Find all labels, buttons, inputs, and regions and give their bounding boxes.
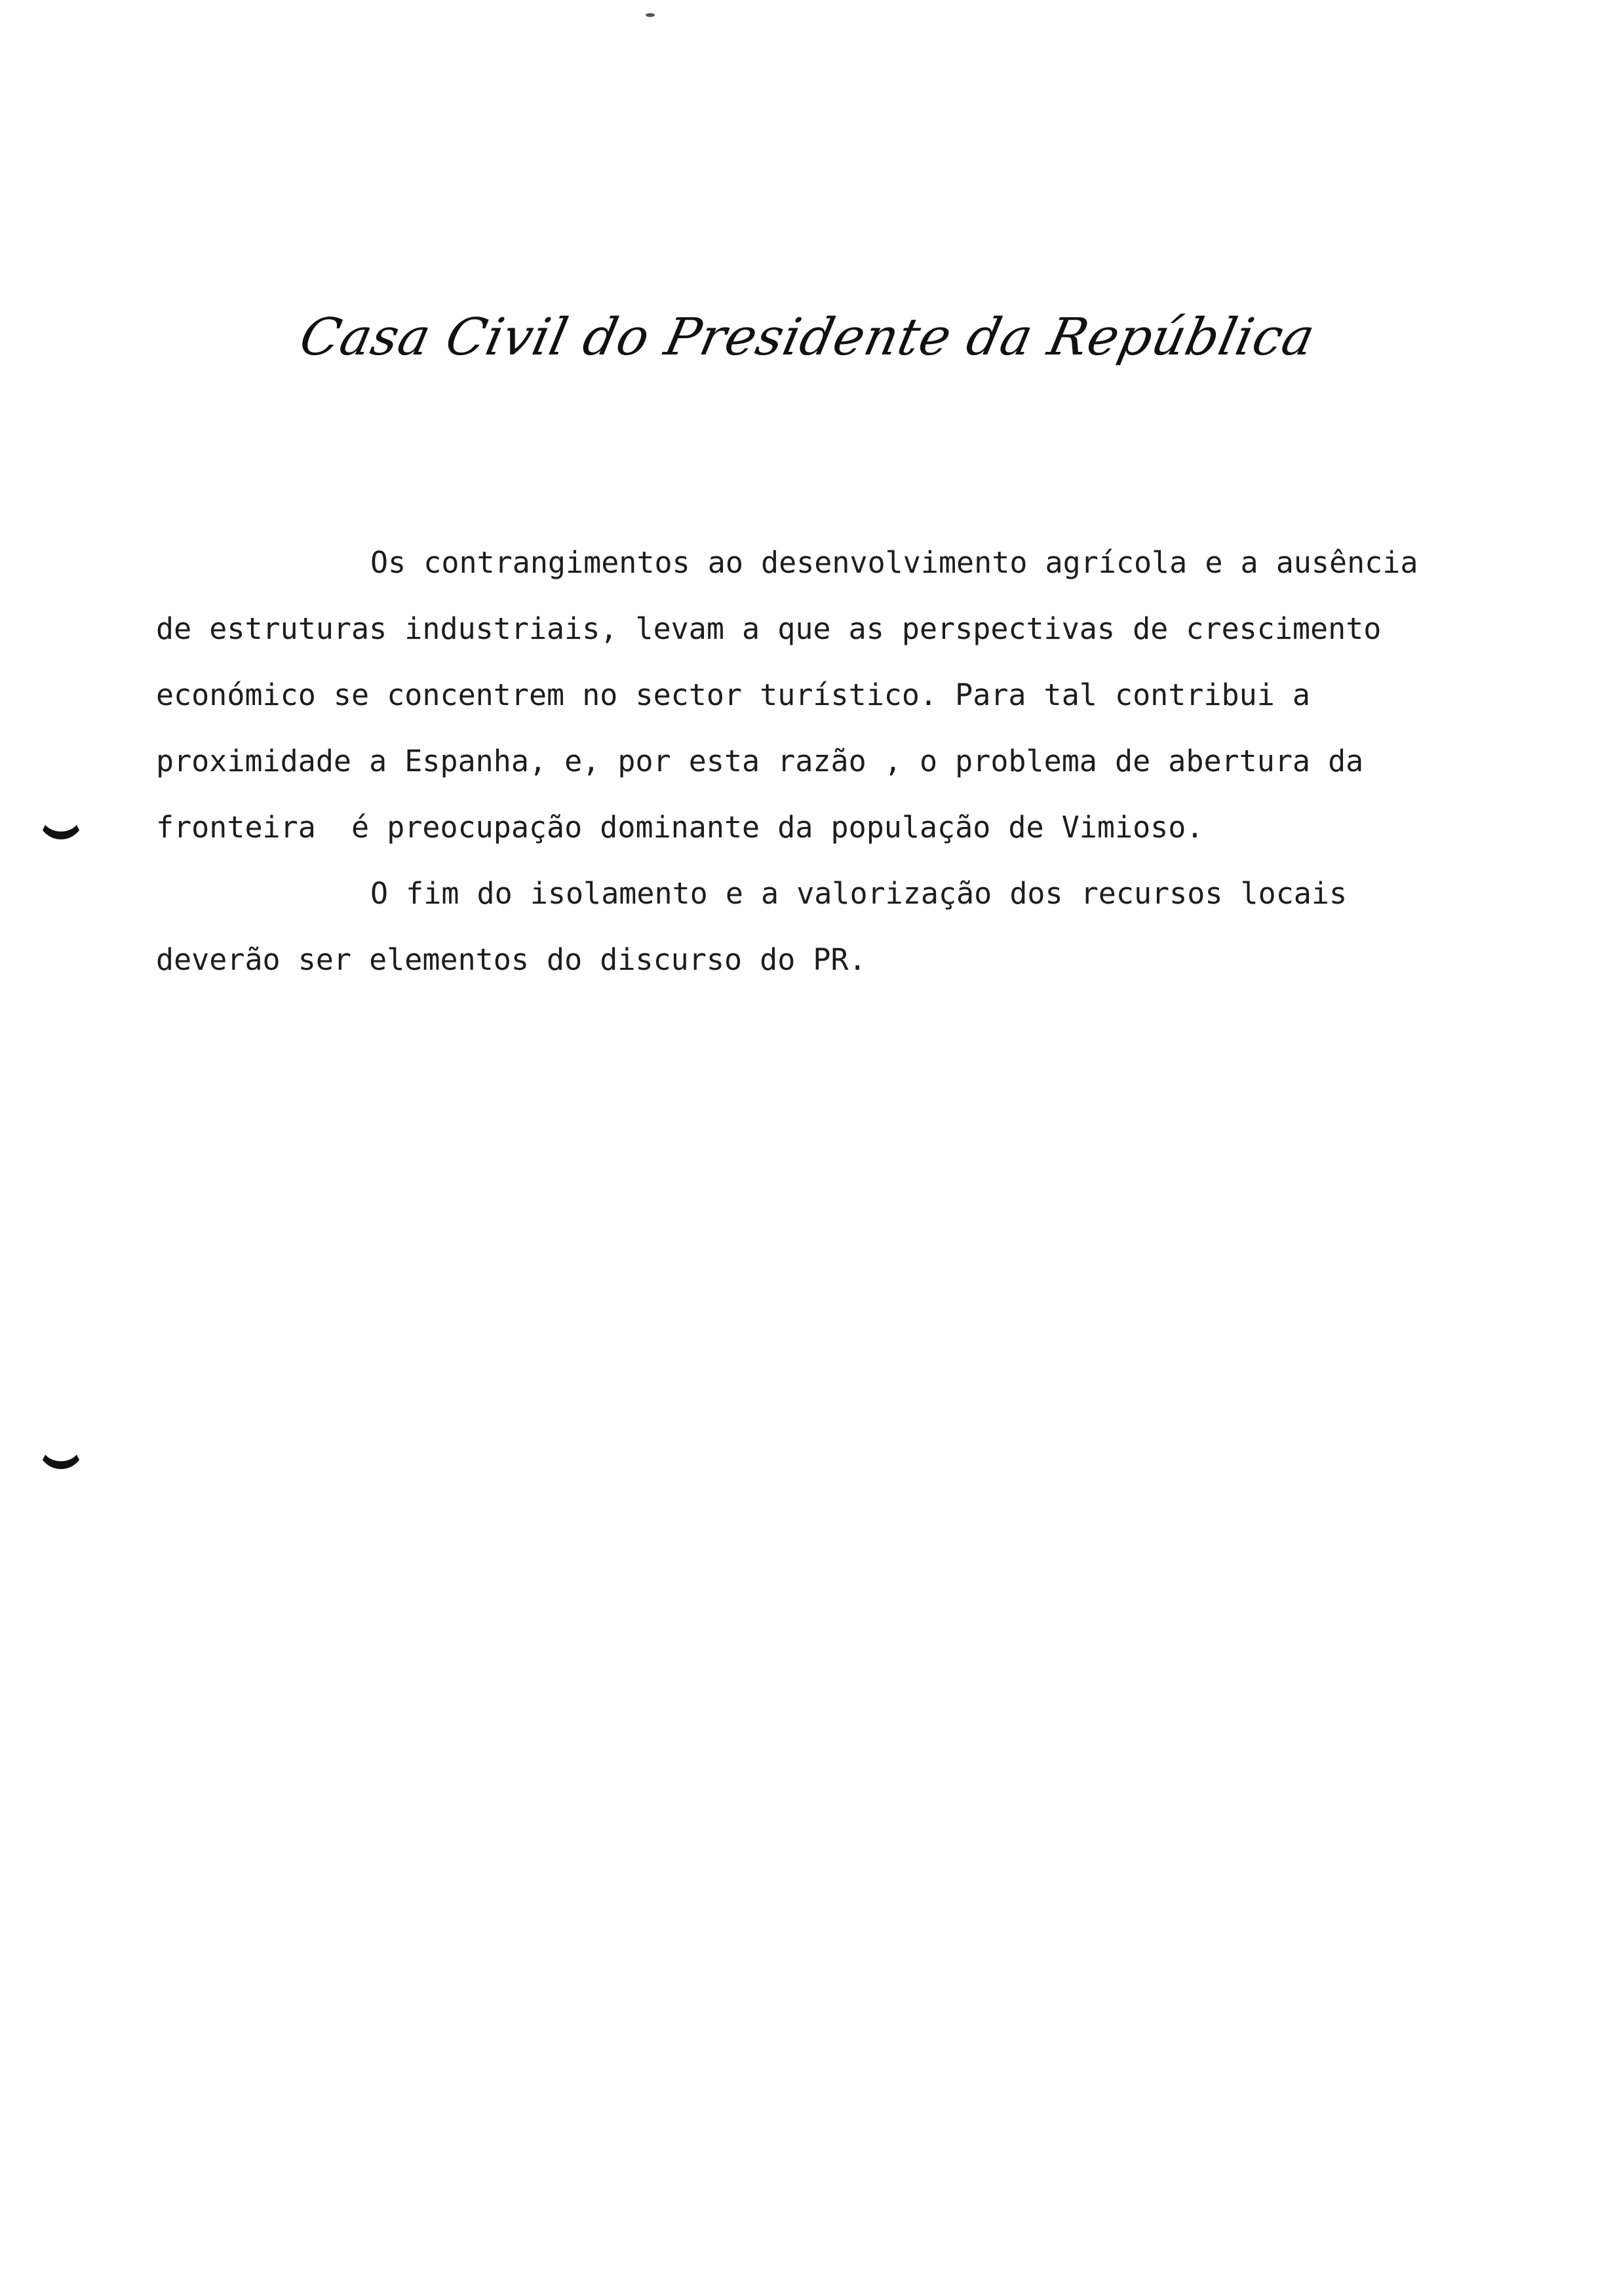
paragraph-line: económico se concentrem no sector turístico. Para tal contribui a <box>156 678 1310 712</box>
document-body <box>156 529 1519 993</box>
paragraph-line: proximidade a Espanha, e, por esta razão , o problema de abertura da <box>156 744 1364 778</box>
paragraph-line: Os contrangimentos ao desenvolvimento agrícola e a ausência <box>370 545 1418 580</box>
punch-hole-mark-icon <box>38 811 84 839</box>
scan-speck <box>646 13 655 17</box>
paragraph-line: deverão ser elementos do discurso do PR. <box>156 942 866 977</box>
punch-hole-mark-icon <box>38 1440 84 1469</box>
paragraph-line: O fim do isolamento e a valorização dos recursos locais <box>370 876 1348 911</box>
paragraph-line: de estruturas industriais, levam a que as perspectivas de crescimento <box>156 611 1382 646</box>
paragraph-1 <box>156 529 1519 860</box>
paragraph-line: fronteira é preocupação dominante da população de Vimioso. <box>156 810 1204 845</box>
paragraph-2 <box>156 860 1519 993</box>
letterhead-title: Casa Civil do Presidente da República <box>294 308 1321 367</box>
